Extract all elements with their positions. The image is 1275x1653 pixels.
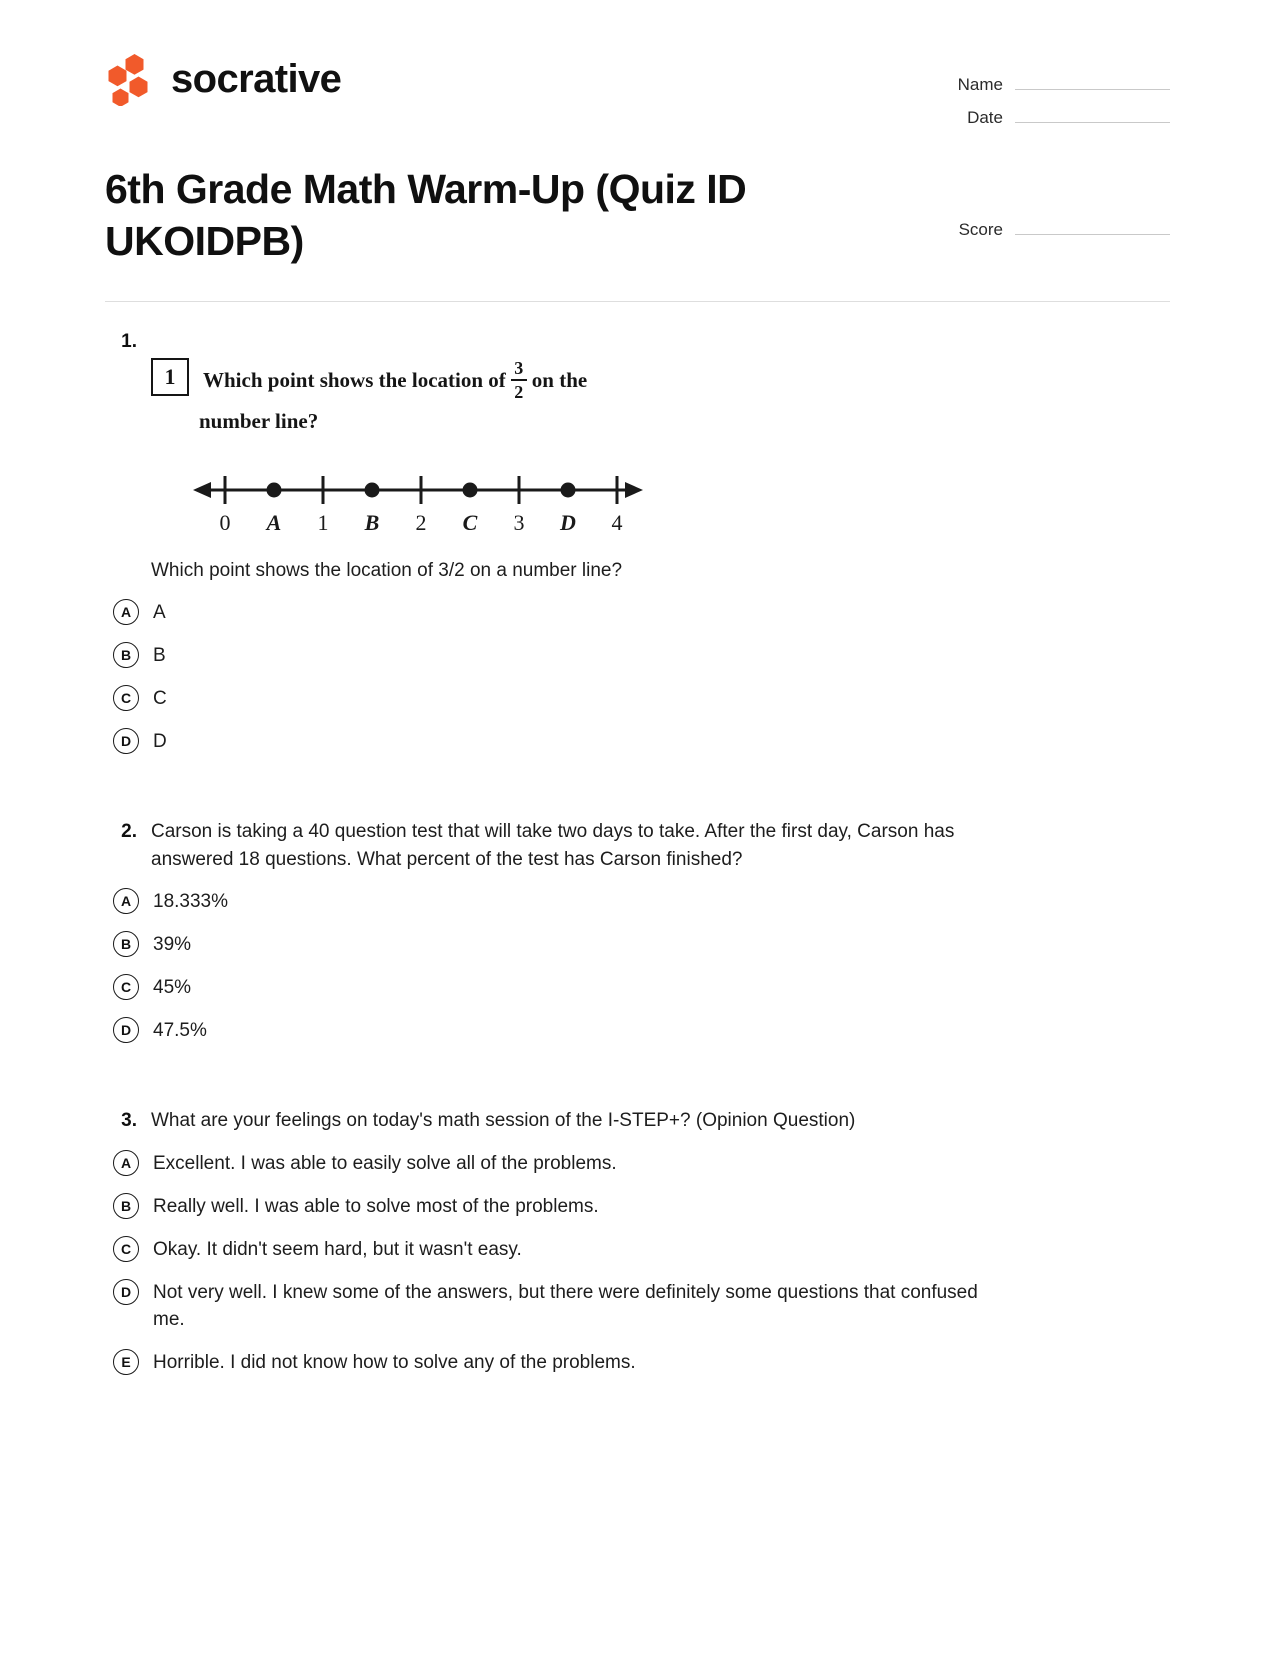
stimulus-number-box: 1: [151, 358, 189, 396]
question-3: [105, 1107, 1170, 1376]
option-bubble-d[interactable]: D: [113, 728, 139, 754]
option-text: 39%: [153, 934, 192, 956]
question-2-text: Carson is taking a 40 question test that will take two days to take. After the first day, Carson has answered 18 questions. What percent of the test has Carson finished?: [151, 821, 955, 870]
option-bubble-a[interactable]: A: [113, 599, 139, 625]
option-text: Horrible. I did not know how to solve any of the problems.: [153, 1351, 636, 1373]
option-row[interactable]: [105, 1279, 1170, 1334]
option-text: B: [153, 645, 166, 667]
option-bubble-d[interactable]: D: [113, 1279, 139, 1305]
option-text: Excellent. I was able to easily solve all of the problems.: [153, 1152, 617, 1174]
page-header: [105, 0, 1170, 138]
svg-text:4: 4: [611, 509, 623, 535]
question-2-options: [105, 888, 1170, 1045]
option-bubble-e[interactable]: E: [113, 1349, 139, 1375]
svg-text:2: 2: [415, 509, 427, 535]
title-block: [105, 164, 1170, 267]
option-bubble-b[interactable]: B: [113, 1193, 139, 1219]
stimulus-prompt-line: [151, 358, 711, 403]
question-1-text: Which point shows the location of 3/2 on a number line?: [151, 559, 623, 581]
option-row[interactable]: [105, 728, 1170, 756]
svg-text:C: C: [462, 509, 478, 535]
stimulus-text-after: on the: [531, 367, 588, 392]
question-1-stimulus-image: [151, 358, 711, 543]
stimulus-text: [203, 358, 587, 403]
option-bubble-c[interactable]: C: [113, 1236, 139, 1262]
question-1-header: [105, 328, 1170, 356]
question-1-number: 1.: [121, 331, 137, 353]
question-1-text-row: [105, 557, 1170, 585]
question-2-number: 2.: [121, 821, 137, 843]
option-row[interactable]: [105, 1017, 1170, 1045]
name-label: Name: [957, 75, 1003, 94]
date-field-row: [935, 105, 1170, 128]
option-bubble-c[interactable]: C: [113, 974, 139, 1000]
date-input-line[interactable]: [1015, 105, 1170, 123]
option-bubble-a[interactable]: A: [113, 1150, 139, 1176]
svg-text:B: B: [364, 509, 380, 535]
option-bubble-b[interactable]: B: [113, 931, 139, 957]
fraction-numerator: 3: [514, 357, 524, 378]
option-text: A: [153, 602, 166, 624]
svg-text:0: 0: [219, 509, 231, 535]
option-row[interactable]: [105, 888, 1170, 916]
option-bubble-a[interactable]: A: [113, 888, 139, 914]
page-title: 6th Grade Math Warm-Up (Quiz ID UKOIDPB): [105, 166, 747, 264]
option-text: 18.333%: [153, 891, 229, 913]
option-row[interactable]: [105, 1349, 1170, 1377]
name-field-row: [935, 72, 1170, 95]
question-3-text: What are your feelings on today's math session of the I-STEP+? (Opinion Question): [151, 1110, 856, 1132]
spacer: [105, 796, 1170, 818]
option-text: Not very well. I knew some of the answers, but there were definitely some questions that confused me.: [153, 1281, 978, 1330]
question-3-text-row: [105, 1107, 1170, 1135]
svg-text:3: 3: [513, 509, 525, 535]
questions-list: [105, 302, 1170, 1376]
option-row[interactable]: [105, 599, 1170, 627]
option-row[interactable]: [105, 1236, 1170, 1264]
option-row[interactable]: [105, 974, 1170, 1002]
svg-text:D: D: [560, 509, 576, 535]
option-text: Okay. It didn't seem hard, but it wasn't easy.: [153, 1238, 522, 1260]
option-bubble-c[interactable]: C: [113, 685, 139, 711]
fraction-bar: [511, 379, 527, 381]
student-meta-fields: [935, 52, 1170, 138]
option-row[interactable]: [105, 1193, 1170, 1221]
question-2-text-row: [105, 818, 1170, 873]
date-label: Date: [967, 108, 1003, 127]
option-row[interactable]: [105, 685, 1170, 713]
stimulus-second-line: number line?: [199, 408, 319, 433]
option-text: D: [153, 731, 167, 753]
name-input-line[interactable]: [1015, 72, 1170, 90]
brand-name: socrative: [171, 57, 342, 101]
question-3-number: 3.: [121, 1110, 137, 1132]
option-bubble-b[interactable]: B: [113, 642, 139, 668]
score-field-row: [935, 164, 1170, 240]
fraction-three-halves: [511, 359, 527, 401]
score-input-line[interactable]: [1015, 217, 1170, 235]
question-3-options: [105, 1150, 1170, 1377]
svg-text:A: A: [266, 509, 282, 535]
hexagon-cluster-logo-icon: [105, 52, 157, 106]
svg-text:1: 1: [317, 509, 329, 535]
option-text: 47.5%: [153, 1020, 207, 1042]
option-text: 45%: [153, 977, 192, 999]
option-row[interactable]: [105, 642, 1170, 670]
number-line-diagram: [189, 460, 711, 543]
stimulus-text-before: Which point shows the location of: [203, 367, 506, 392]
spacer: [105, 1085, 1170, 1107]
option-bubble-d[interactable]: D: [113, 1017, 139, 1043]
option-text: Really well. I was able to solve most of the problems.: [153, 1195, 599, 1217]
option-text: C: [153, 688, 167, 710]
socrative-logo: [105, 52, 341, 106]
option-row[interactable]: [105, 1150, 1170, 1178]
question-2: [105, 818, 1170, 1045]
question-1: [105, 328, 1170, 756]
option-row[interactable]: [105, 931, 1170, 959]
score-label: Score: [958, 220, 1003, 239]
question-1-options: [105, 599, 1170, 756]
fraction-denominator: 2: [514, 381, 524, 402]
